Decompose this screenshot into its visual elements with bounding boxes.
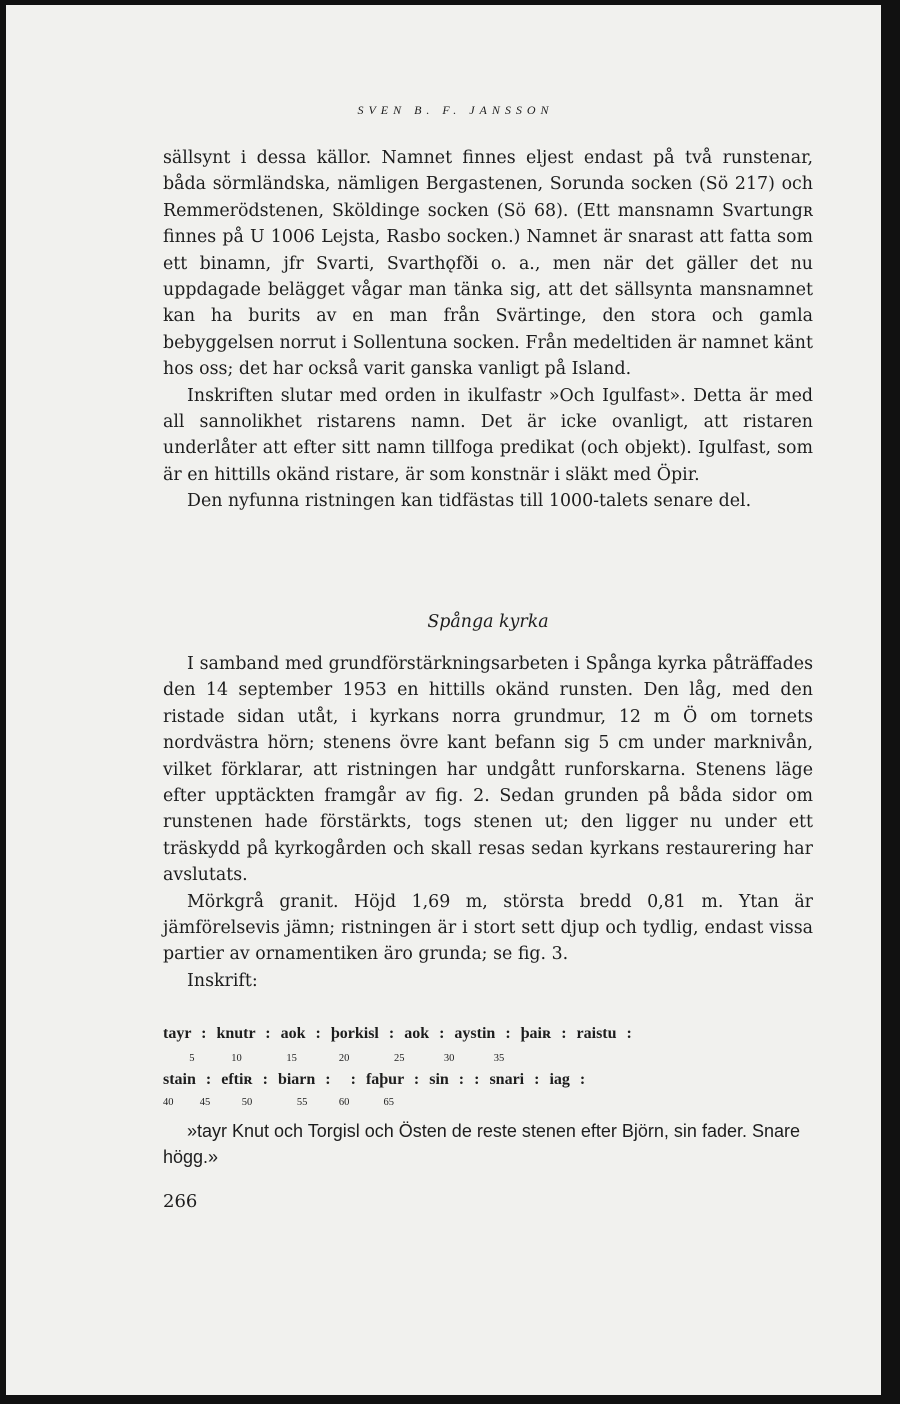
inscription-numbers-1: 5 10 15 20 25 30 35 <box>163 1053 505 1064</box>
inscription-line-2: stain : eftiʀ : biarn : : faþur : sin : : snari : iag : <box>163 1071 586 1088</box>
section-one-text <box>163 145 813 515</box>
translation <box>163 1118 813 1171</box>
page-number: 266 <box>163 1191 198 1212</box>
inscription-line-1: tayr : knutr : aok : þorkisl : aok : aystin : þaiʀ : raistu : <box>163 1025 632 1042</box>
translation-text: »tayr Knut och Torgisl och Östen de reste stenen efter Björn, sin fader. Snare högg.» <box>163 1121 801 1168</box>
paragraph: Den nyfunna ristningen kan tidfästas till 1000-talets senare del. <box>187 491 752 512</box>
inscription-numbers-2: 40 45 50 55 60 65 <box>163 1097 394 1108</box>
book-page <box>6 5 881 1395</box>
paragraph: Mörkgrå granit. Höjd 1,69 m, största bredd 0,81 m. Ytan är jämförelsevis jämn; ristningen är i stort sett djup och tydlig, endast vissa partier av ornamentiken äro grunda; se fig. 3. <box>163 891 813 965</box>
running-head: SVEN B. F. JANSSON <box>357 103 554 117</box>
paragraph: Inskriften slutar med orden in ikulfastr »Och Igulfast». Detta är med all sannolikhet ristarens namn. Det är icke ovanligt, att ristaren underlåter att efter sitt namn tillfoga predikat (och objekt). Igulfast, som är en hittills okänd ristare, är som konstnär i släkt med Öpir. <box>163 385 813 485</box>
paragraph: sällsynt i dessa källor. Namnet finnes eljest endast på två runstenar, båda sörmländska, nämligen Bergastenen, Sorunda socken (Sö 217) och Remmerödstenen, Sköldinge socken (Sö 68). (Ett mansnamn Svartungʀ finnes på U 1006 Lejsta, Rasbo socken.) Namnet är snarast att fatta som ett binamn, jfr Svarti, Svarthǫfði o. a., men när det gäller det nu uppdagade belägget vågar man tänka sig, att det sällsynta mansnamnet kan ha burits av en man från Svärtinge, den stora och gamla bebyggelsen norrut i Sollentuna socken. Från medeltiden är namnet känt hos oss; det har också varit ganska vanligt på Island. <box>163 148 813 380</box>
section-two-text <box>163 651 813 994</box>
paragraph: Inskrift: <box>187 970 258 991</box>
paragraph: I samband med grundförstärkningsarbeten i Spånga kyrka påträffades den 14 september 1953 en hittills okänd runsten. Den låg, med den ristade sidan utåt, i kyrkans norra grundmur, 12 m Ö om tornets nordvästra hörn; stenens övre kant befann sig 5 cm under marknivån, vilket förklarar, att ristningen har undgått runforskarna. Stenens läge efter upptäckten framgår av fig. 2. Sedan grunden på båda sidor om runstenen hade förstärkts, togs stenen ut; den ligger nu under ett träskydd på kyrkogården och skall resas sedan kyrkans restaurering har avslutats. <box>163 654 813 886</box>
section-heading: Spånga kyrka <box>427 612 549 632</box>
